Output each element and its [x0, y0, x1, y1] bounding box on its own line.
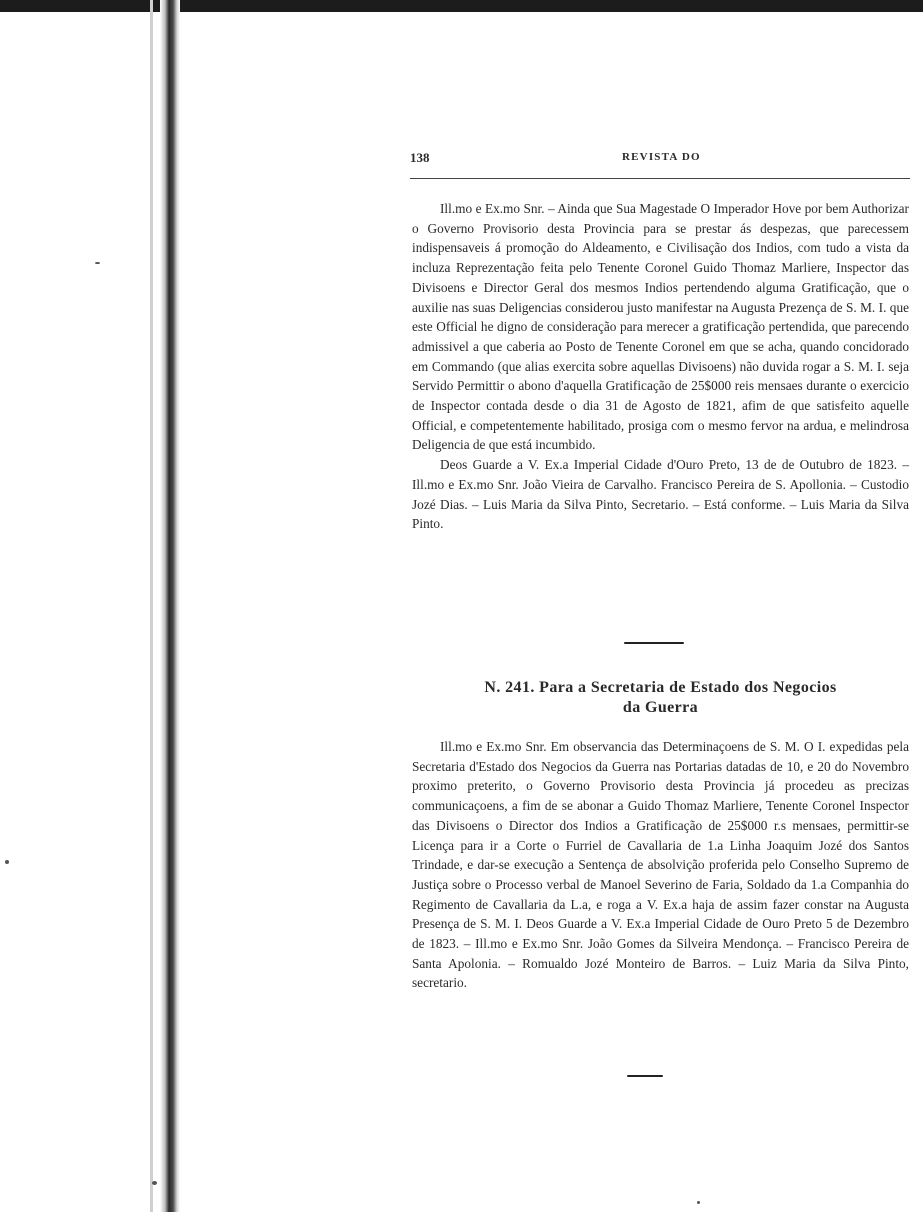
book-spine-shadow	[160, 0, 180, 1212]
document-body-2	[412, 737, 909, 993]
document-1-paragraph-2: Deos Guarde a V. Ex.a Imperial Cidade d'Ouro Preto, 13 de de Outubro de 1823. – Ill.mo e Ex.mo Snr. João Vieira de Carvalho. Francisco Pereira de S. Apollonia. – Custodio Jozé Dias. – Luis Maria da Silva Pinto, Secretario. – Está conforme. – Luis Maria da Silva Pinto.	[412, 457, 909, 532]
document-1-paragraph-1: Ill.mo e Ex.mo Snr. – Ainda que Sua Magestade O Imperador Hove por bem Authorizar o Governo Provisorio desta Provincia para se prestar ás despezas, que parecessem indispensaveis á promoção do Aldeamento, e Civilisação dos Indios, com tudo a vista da incluza Reprezentação feita pelo Tenente Coronel Guido Thomaz Marliere, Inspector das Divisoens e Director Geral dos mesmos Indios pertendendo alguma Gratificação, que o auxilie nas suas Deligencias considerou justo manifestar na Augusta Prezença de S. M. I. que este Official he digno de consideração para merecer a gratificação pertendida, que parecendo admissivel a que caberia ao Posto de Tenente Coronel em que se acha, quando concidorado em Commando (que alias exercita sobre aquellas Divisoens) não duvida rogar a S. M. I. seja Servido Permittir o abono d'aquella Gratificação de 25$000 reis mensaes durante o exercicio de Inspector contada desde o dia 31 de Agosto de 1821, afim de que satisfeito aquelle Official, e competentemente habilitado, prosiga com o mesmo fervor na ardua, e melindrosa Deligencia de que está incumbido.	[412, 201, 909, 453]
running-title: REVISTA DO	[622, 151, 701, 163]
document-2-title-line-2: da Guerra	[622, 699, 699, 716]
document-2-title	[412, 678, 909, 718]
scan-speck	[95, 262, 100, 264]
scan-speck	[152, 1181, 157, 1185]
page-number: 138	[410, 150, 430, 165]
end-separator	[627, 1075, 663, 1077]
page-header	[410, 150, 910, 166]
section-separator	[624, 642, 684, 644]
scan-gutter-line	[150, 0, 153, 1212]
scan-speck	[5, 860, 9, 864]
header-rule	[410, 178, 910, 179]
scan-top-edge	[0, 0, 923, 12]
document-body-1	[412, 199, 909, 534]
scan-speck	[697, 1201, 700, 1204]
document-2-title-line-1: N. 241. Para a Secretaria de Estado dos Negocios	[484, 679, 837, 696]
document-2-paragraph-1: Ill.mo e Ex.mo Snr. Em observancia das Determinaçoens de S. M. O I. expedidas pela Secretaria d'Estado dos Negocios da Guerra nas Portarias datadas de 10, e 20 do Novembro proximo preterito, o Governo Provisorio desta Provincia já procedeu as precizas communicaçoens, a fim de se abonar a Guido Thomaz Marliere, Tenente Coronel Inspector das Divisoens o Director dos Indios a Gratificação de 25$000 r.s mensaes, permittir-se Licença para ir a Corte o Furriel de Cavallaria de 1.a Linha Joaquim Jozé dos Santos Trindade, e dar-se execução a Sentença de absolvição proferida pelo Conselho Supremo de Justiça sobre o Processo verbal de Manoel Severino de Faria, Soldado da 1.a Companhia do Regimento de Cavallaria da L.a, e roga a V. Ex.a haja de assim fazer constar na Augusta Presença de S. M. I. Deos Guarde a V. Ex.a Imperial Cidade de Ouro Preto 5 de Dezembro de 1823. – Ill.mo e Ex.mo Snr. João Gomes da Silveira Mendonça. – Francisco Pereira de Santa Apolonia. – Romualdo Jozé Monteiro de Barros. – Luiz Maria da Silva Pinto, secretario.	[412, 739, 909, 991]
